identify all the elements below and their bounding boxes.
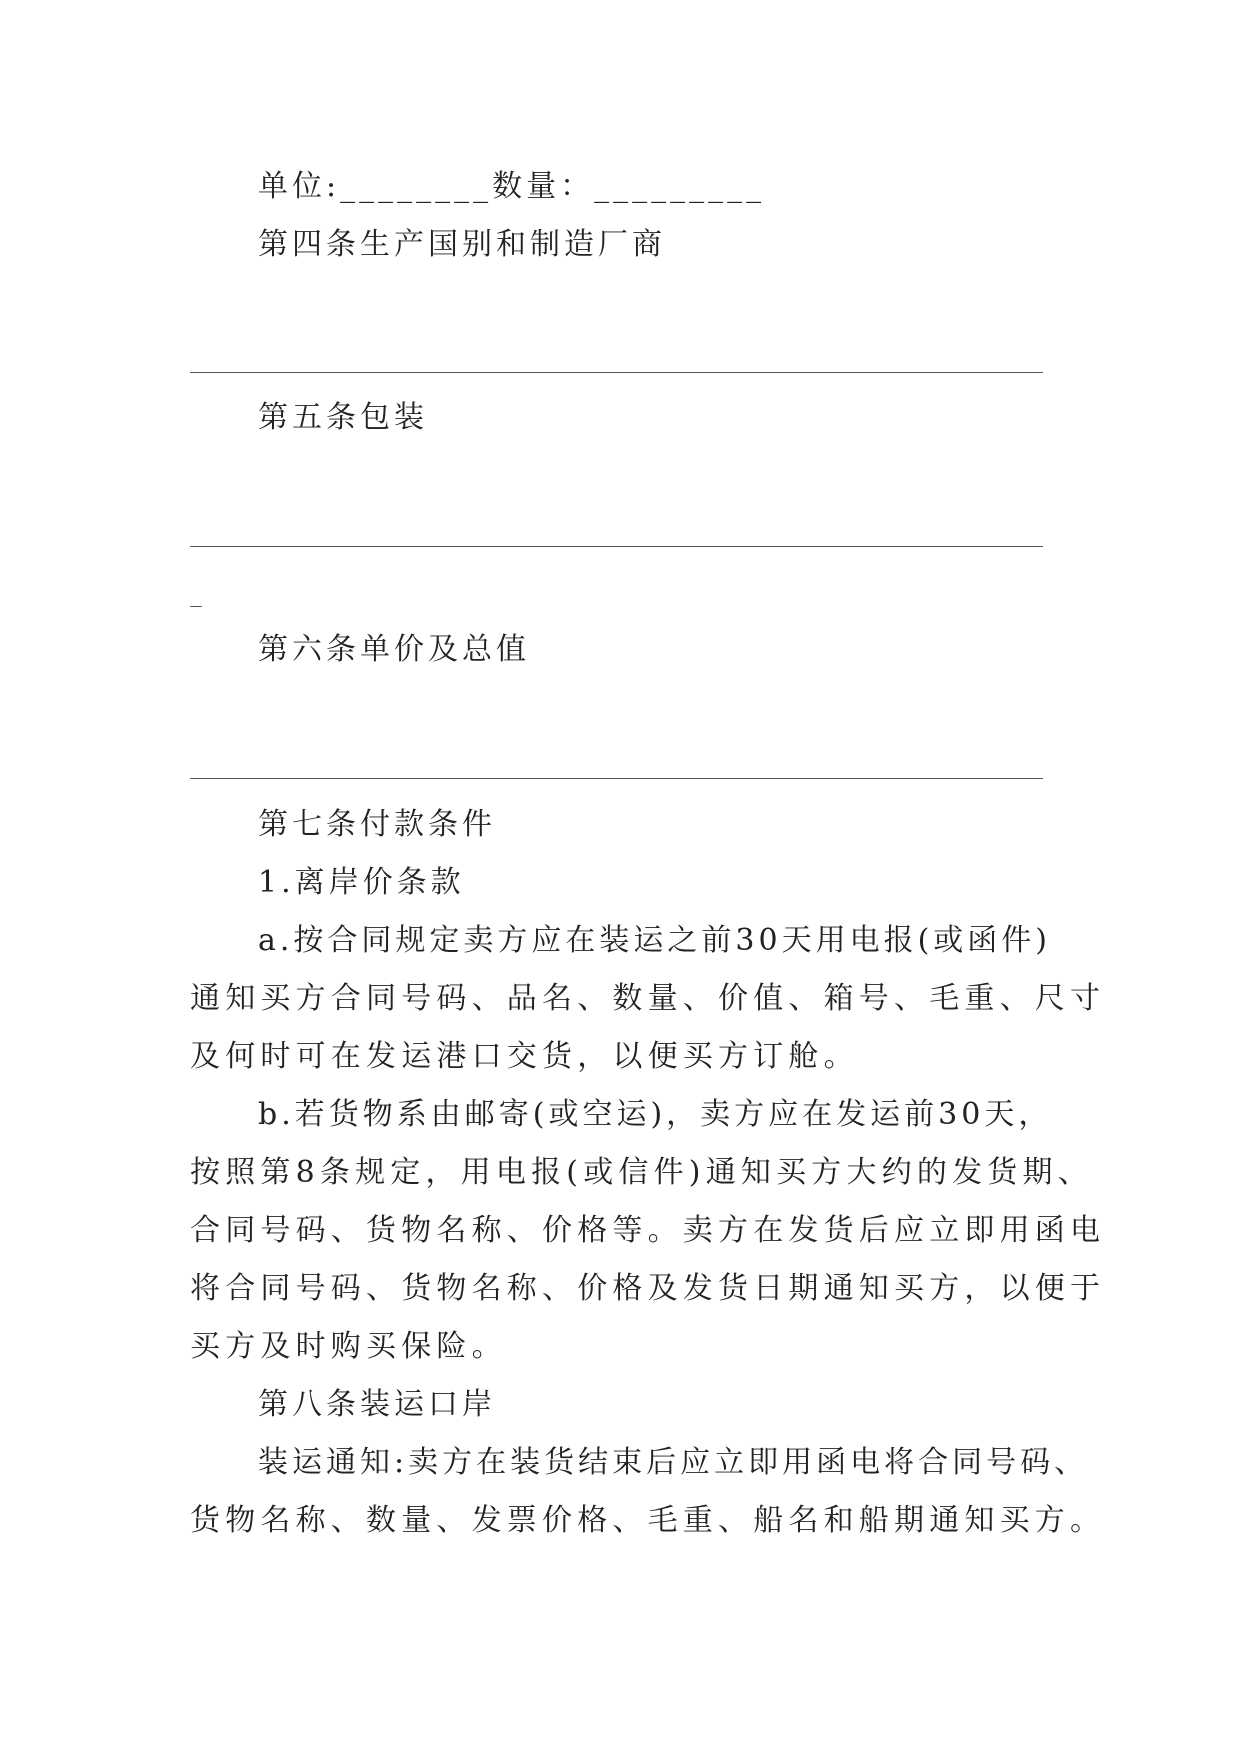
item-1-heading: 1.离岸价条款 bbox=[258, 865, 465, 900]
blank-fill-line-article-5 bbox=[190, 546, 1043, 547]
article-5-heading: 第五条包装 bbox=[258, 400, 428, 435]
blank-fill-line-article-5-continuation bbox=[190, 606, 202, 607]
paragraph-a-line-3: 及何时可在发运港口交货，以便买方订舱。 bbox=[190, 1039, 859, 1074]
article-6-heading: 第六条单价及总值 bbox=[258, 632, 530, 667]
paragraph-b-line-3: 合同号码、货物名称、价格等。卖方在发货后应立即用函电 bbox=[190, 1213, 1106, 1248]
paragraph-b-line-5: 买方及时购买保险。 bbox=[190, 1329, 507, 1364]
paragraph-b-line-4: 将合同号码、货物名称、价格及发货日期通知买方，以便于 bbox=[190, 1271, 1106, 1306]
paragraph-a-line-1: a.按合同规定卖方应在装运之前30天用电报(或函件) bbox=[258, 923, 1052, 958]
paragraph-b-line-1: b.若货物系由邮寄(或空运)，卖方应在发运前30天， bbox=[258, 1097, 1053, 1132]
blank-fill-line-article-4 bbox=[190, 372, 1043, 373]
blank-fill-line-article-6 bbox=[190, 778, 1043, 779]
unit-quantity-line: 单位:________数量：_________ bbox=[258, 169, 766, 204]
shipping-notice-line-1: 装运通知:卖方在装货结束后应立即用函电将合同号码、 bbox=[258, 1445, 1089, 1480]
article-7-heading: 第七条付款条件 bbox=[258, 807, 496, 842]
article-4-heading: 第四条生产国别和制造厂商 bbox=[258, 227, 666, 262]
shipping-notice-line-2: 货物名称、数量、发票价格、毛重、船名和船期通知买方。 bbox=[190, 1503, 1106, 1538]
paragraph-a-line-2: 通知买方合同号码、品名、数量、价值、箱号、毛重、尺寸 bbox=[190, 981, 1106, 1016]
paragraph-b-line-2: 按照第8条规定，用电报(或信件)通知买方大约的发货期、 bbox=[190, 1155, 1093, 1190]
article-8-heading: 第八条装运口岸 bbox=[258, 1387, 496, 1422]
